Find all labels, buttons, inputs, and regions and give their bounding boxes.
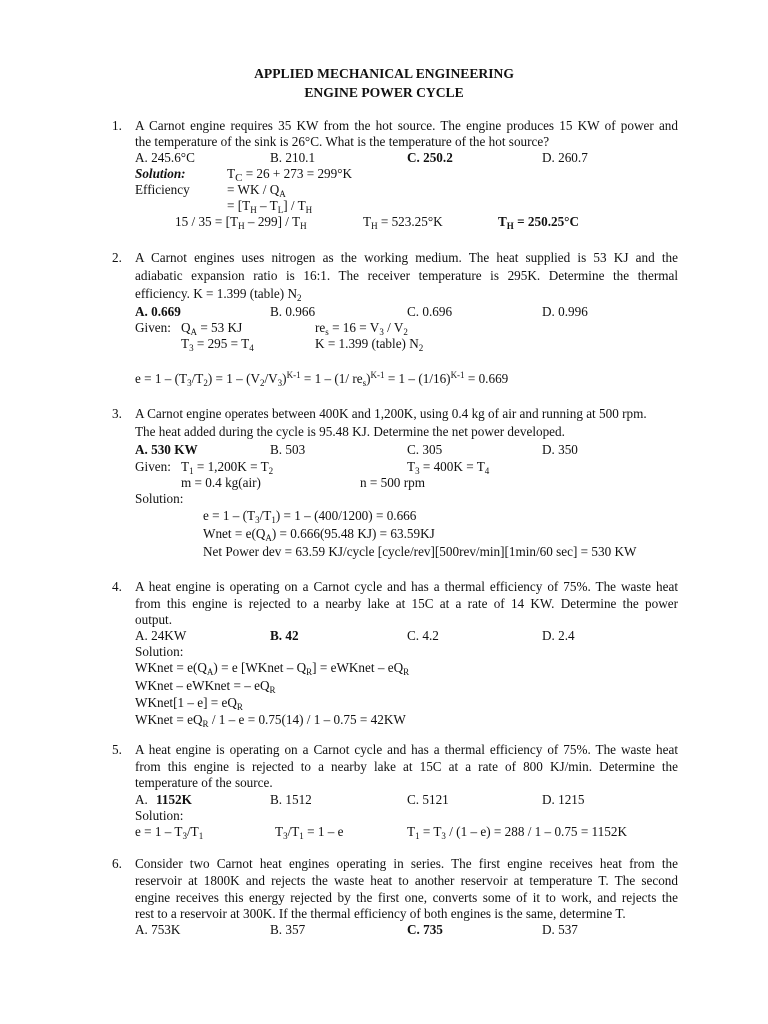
question-text: the temperature of the sink is 26°C. What is the temperature of the hot source? [135,134,550,149]
solution-step: WKnet = $e(Q_A) = e$ [WKnet – $Q_R$] = eWKnet – $eQ_R$ [135,660,410,677]
choice-a-answer: A. 530 KW [135,442,198,457]
solution-step: = WK / $Q_A$ [227,182,286,199]
question-number: 1. [112,118,122,133]
choice-a-answer: 1152K [156,792,192,807]
choice-b: B. 0.966 [270,304,316,319]
given-value: $Q_A = 53$ KJ [181,320,243,337]
choice-b: B. 1512 [270,792,312,807]
question-number: 3. [112,406,122,421]
document-title: APPLIED MECHANICAL ENGINEERING [254,66,514,81]
solution-label: Solution: [135,808,184,823]
choice-c: C. 305 [407,442,443,457]
choice-d: D. 2.4 [542,628,575,643]
question-number: 6. [112,856,122,871]
given-value: m = 0.4 kg(air) [181,475,261,490]
choice-d: D. 537 [542,922,578,937]
choice-c-answer: C. 735 [407,922,443,937]
given-value: $T_1 = 1,200K = T_2$ [181,459,274,476]
choice-b: B. 210.1 [270,150,316,165]
solution-step: WKnet – eWKnet = – $eQ_R$ [135,678,276,695]
question-text: rest to a reservoir at 300K. If the thermal efficiency of both engines is the same, determine T. [135,906,626,921]
choice-b: B. 503 [270,442,306,457]
choice-d: D. 350 [542,442,578,457]
question-text: A heat engine is operating on a Carnot cycle and has a thermal efficiency of 75%. The waste heat [135,579,678,594]
given-value: $T_3 = 295 = T_4$ [181,336,254,353]
choice-a: A. 245.6°C [135,150,195,165]
solution-label: Solution: [135,644,184,659]
choice-a-prefix: A. [135,792,148,807]
question-text: from this engine is rejected to a nearby lake at 15C at a rate of 800 KJ/min. Determine the [135,759,678,774]
question-text: The heat added during the cycle is 95.48 KJ. Determine the net power developed. [135,424,565,439]
question-text: from this engine is rejected to a nearby lake at 15C at a rate of 14 KW. Determine the power [135,596,678,611]
solution-label: Solution: [135,166,186,181]
given-value: n = 500 rpm [360,475,425,490]
question-text: A heat engine is operating on a Carnot cycle and has a thermal efficiency of 75%. The waste heat [135,742,678,757]
question-text: engine receives this energy rejected by the first one, converts some of it to work, and rejects the [135,890,678,905]
solution-step: $15 / 35 = [T_H - 299] / T_H$ [175,214,307,231]
choice-c: C. 4.2 [407,628,439,643]
solution-label: Efficiency [135,182,190,197]
choice-a: A. 753K [135,922,181,937]
choice-d: D. 0.996 [542,304,588,319]
solution-step: $T_H = 523.25^\circ K$ [363,214,443,231]
choice-d: D. 260.7 [542,150,588,165]
question-text: efficiency. K = 1.399 (table) $N_2$ [135,286,302,303]
given-value: $re_s = 16 = V_3 / V_2$ [315,320,408,337]
solution-step: $e = 1 - T_3/T_1$ [135,824,204,841]
solution-step: = $[T_H - T_L] / T_H$ [227,198,313,215]
question-number: 4. [112,579,122,594]
question-text: output. [135,612,172,627]
given-label: Given: [135,320,171,335]
choice-b-answer: B. 42 [270,628,299,643]
given-value: K = 1.399 (table) $N_2$ [315,336,424,353]
question-text: Consider two Carnot heat engines operating in series. The first engine receives heat from the [135,856,678,871]
question-text: adiabatic expansion ratio is 16:1. The receiver temperature is 295K. Determine the thermal [135,268,678,283]
solution-label: Solution: [135,491,184,506]
solution-step: $T_1 = T_3 / (1 - e) = 288 / 1 - 0.75 = 1152K$ [407,824,627,841]
question-text: temperature of the source. [135,775,273,790]
choice-b: B. 357 [270,922,306,937]
solution-step: $e = 1 - (T_3/T_1) = 1 - (400/1200) = 0.666$ [203,508,417,525]
question-number: 2. [112,250,122,265]
choice-a: A. 24KW [135,628,187,643]
solution-step: $T_C = 26 + 273 = 299^\circ K$ [227,166,353,184]
choice-c: C. 5121 [407,792,449,807]
choice-c: C. 0.696 [407,304,453,319]
given-label: Given: [135,459,171,474]
question-text: reservoir at 1800K and rejects the waste heat to another reservoir at temperature T. The second [135,873,678,888]
question-text: A Carnot engines uses nitrogen as the working medium. The heat supplied is 53 KJ and the [135,250,678,265]
document-subtitle: ENGINE POWER CYCLE [304,85,464,100]
question-text: A Carnot engine operates between 400K and 1,200K, using 0.4 kg of air and running at 500 rpm. [135,406,647,421]
choice-c-answer: C. 250.2 [407,150,453,165]
choice-d: D. 1215 [542,792,585,807]
solution-step: $T_3/T_1 = 1 - e$ [275,824,344,841]
solution-answer: $T_H = 250.25^\circ C$ [498,214,579,231]
solution-step: $e = 1 - (T_3/T_2) = 1 - (V_2/V_3)^{K-1} = 1 - (1/$ $re_s)^{K-1} = 1 - (1/16)^{K-1} = 0.669$ [135,370,509,388]
solution-step: WKnet[1 – $e] = eQ_R$ [135,695,243,712]
solution-step: WKnet = $eQ_R / 1 - e = 0.75(14) / 1 - 0.75 = 42KW$ [135,712,406,729]
question-text: A Carnot engine requires 35 KW from the hot source. The engine produces 15 KW of power and [135,118,678,133]
given-value: $T_3 = 400K = T_4$ [407,459,490,476]
solution-step: Wnet = $e(Q_A) = 0.666(95.48$ KJ) = 63.59KJ [203,526,435,543]
question-number: 5. [112,742,122,757]
choice-a-answer: A. 0.669 [135,304,181,319]
solution-step: Net Power dev = 63.59 KJ/cycle [cycle/rev][500rev/min][1min/60 sec] = 530 KW [203,544,637,559]
